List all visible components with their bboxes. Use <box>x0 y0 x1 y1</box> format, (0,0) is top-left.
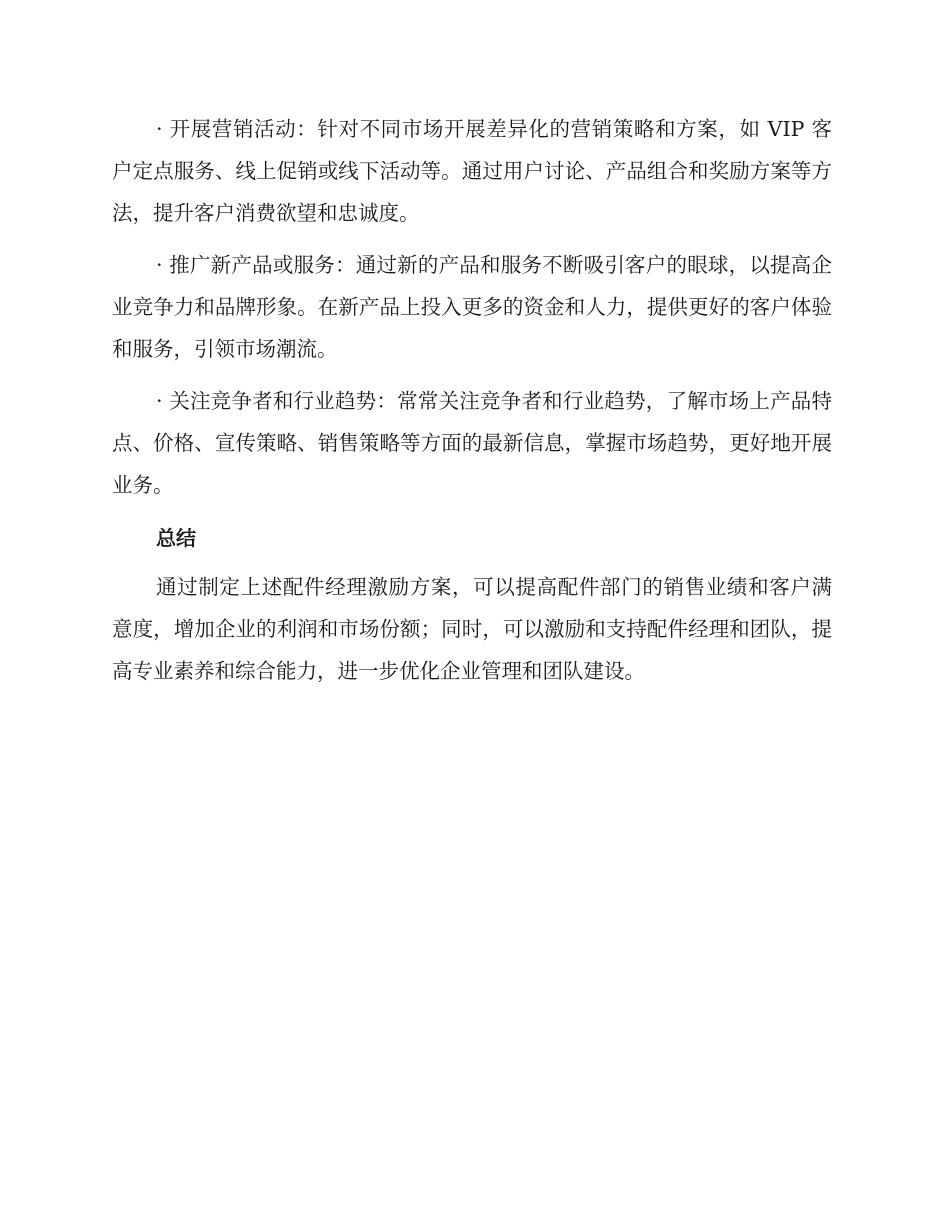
summary-paragraph: 通过制定上述配件经理激励方案，可以提高配件部门的销售业绩和客户满意度，增加企业的利润和市场份额；同时，可以激励和支持配件经理和团队，提高专业素养和综合能力，进一步优化企业管理和团队建设。 <box>112 575 832 683</box>
summary-heading: 总结 <box>156 526 196 550</box>
bullet-paragraph-marketing: · 开展营销活动：针对不同市场开展差异化的营销策略和方案，如 VIP 客户定点服务、线上促销或线下活动等。通过用户讨论、产品组合和奖励方案等方法，提升客户消费欲望和忠诚度。 <box>112 117 832 225</box>
bullet-paragraph-new-products: · 推广新产品或服务：通过新的产品和服务不断吸引客户的眼球，以提高企业竞争力和品牌形象。在新产品上投入更多的资金和人力，提供更好的客户体验和服务，引领市场潮流。 <box>112 253 832 361</box>
bullet-paragraph-competitors: · 关注竞争者和行业趋势：常常关注竞争者和行业趋势，了解市场上产品特点、价格、宣传策略、销售策略等方面的最新信息，掌握市场趋势，更好地开展业务。 <box>112 389 832 497</box>
document-body <box>112 108 832 702</box>
